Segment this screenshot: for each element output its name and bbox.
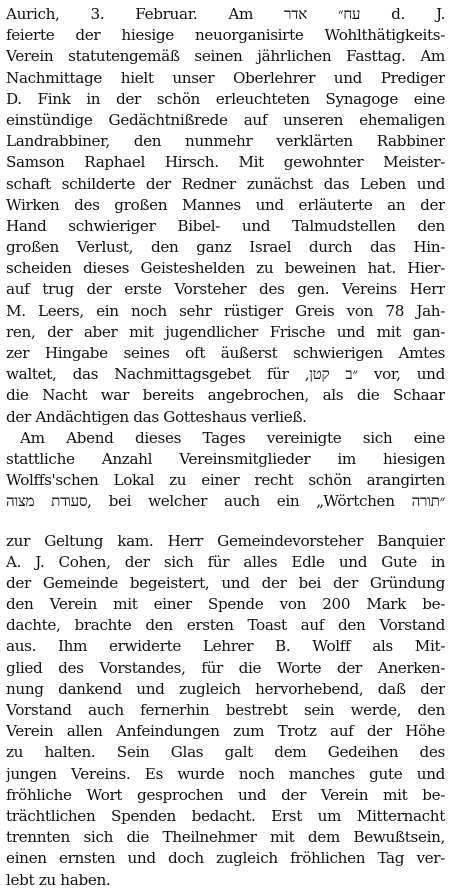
text-line: ren, der aber mit jugendlicher Frische und mit gan- (6, 322, 445, 341)
text-line: der Andächtigen das Gotteshaus verließ. (6, 407, 307, 426)
text-line: feierte der hiesige neuorganisirte Wohlthätigkeits- (6, 26, 445, 45)
text-line: glied des Vorstandes, für die Worte der Anerken- (6, 658, 445, 677)
text-line: lebt zu haben. (6, 870, 111, 889)
text-line: stattliche Anzahl Vereinsmitglieder im hiesigen (6, 449, 445, 468)
text-line: Hand schwieriger Bibel- und Talmudstellen den (6, 216, 445, 235)
text-line: Wirken des großen Mannes und erläuterte an der (6, 195, 445, 214)
text-line: Landrabbiner, den nunmehr verklärten Rabbiner (6, 132, 445, 151)
text-line: zur Geltung kam. Herr Gemeindevorsteher Banquier (6, 531, 445, 550)
text-line: A. J. Cohen, der sich für alles Edle und Gute in (6, 552, 445, 571)
text-line: dachte, brachte den ersten Toast auf den Vorstand (6, 616, 445, 635)
text-line: aus. Ihm erwiderte Lehrer B. Wolff als Mit- (6, 637, 445, 656)
text-line: zer Hingabe seines oft äußerst schwierigen Amtes (6, 344, 445, 362)
text-line: großen Verlust, den ganz Israel durch das Hin- (6, 238, 445, 257)
text-line: einstündige Gedächtnißrede auf unseren ehemaligen (6, 110, 445, 129)
text-line: auf trug der erste Vorsteher des gen. Vereins Herr (6, 280, 445, 299)
text-line: zu halten. Sein Glas galt dem Gedeihen des (6, 743, 445, 762)
text-line: der Gemeinde begeistert, und der bei der Gründung (6, 573, 445, 592)
text-line: Verein allen Anfeindungen zum Trotz auf der Höhe (6, 722, 445, 741)
text-line: den Verein mit einer Spende von 200 Mark be- (6, 595, 445, 614)
text-line: schaft schilderte der Redner zunächst das Leben und (6, 174, 445, 193)
text-line: scheiden dieses Geisteshelden zu beweinen hat. Hier- (6, 259, 445, 278)
text-line: Nachmittage hielt unser Oberlehrer und Prediger (6, 68, 445, 87)
text-line: M. Leers, ein noch sehr rüstiger Greis von 78 Jah- (6, 301, 445, 320)
text-line: einen ernsten und doch zugleich fröhlichen Tag ver- (6, 849, 445, 868)
text-line: jungen Vereins. Es wurde noch manches gute und (6, 764, 445, 783)
text-line: waltet, das Nachmittagsgebet für ‚״ב קטן vor, und (6, 365, 445, 384)
text-line: fröhliche Wort gesprochen und der Verein mit be- (6, 785, 445, 804)
newspaper-article (6, 4, 445, 891)
paragraph-1 (6, 4, 445, 428)
text-line: D. Fink in der schön erleuchteten Synagoge eine (6, 89, 445, 108)
text-line: Wolffs'schen Lokal zu einer recht schön arangirten (6, 471, 445, 490)
text-line: Verein statutengemäß seinen jährlichen Fasttag. Am (6, 47, 445, 66)
text-line: trächtlichen Spenden bedacht. Erst um Mitternacht (6, 806, 445, 825)
text-line: Vorstand auch fernerhin bestrebt sein werde, den (6, 701, 445, 719)
text-line: trennten sich die Theilnehmer mit dem Bewußtsein, (6, 828, 445, 847)
text-line: Samson Raphael Hirsch. Mit gewohnter Meister- (6, 153, 445, 172)
text-line: סעודת מצוה, bei welcher auch ein „Wörtchen ״תורה (6, 492, 445, 511)
paragraph-3 (6, 531, 445, 891)
text-line: Aurich, 3. Februar. Am עח״ אדר d. J. (6, 5, 445, 23)
text-line: Am Abend dieses Tages vereinigte sich eine (20, 428, 445, 447)
paragraph-2 (6, 428, 445, 513)
text-line: nung dankend und zugleich hervorhebend, daß der (6, 679, 445, 698)
column-gap (6, 513, 445, 531)
text-line: die Nacht war bereits angebrochen, als die Schaar (6, 386, 445, 405)
